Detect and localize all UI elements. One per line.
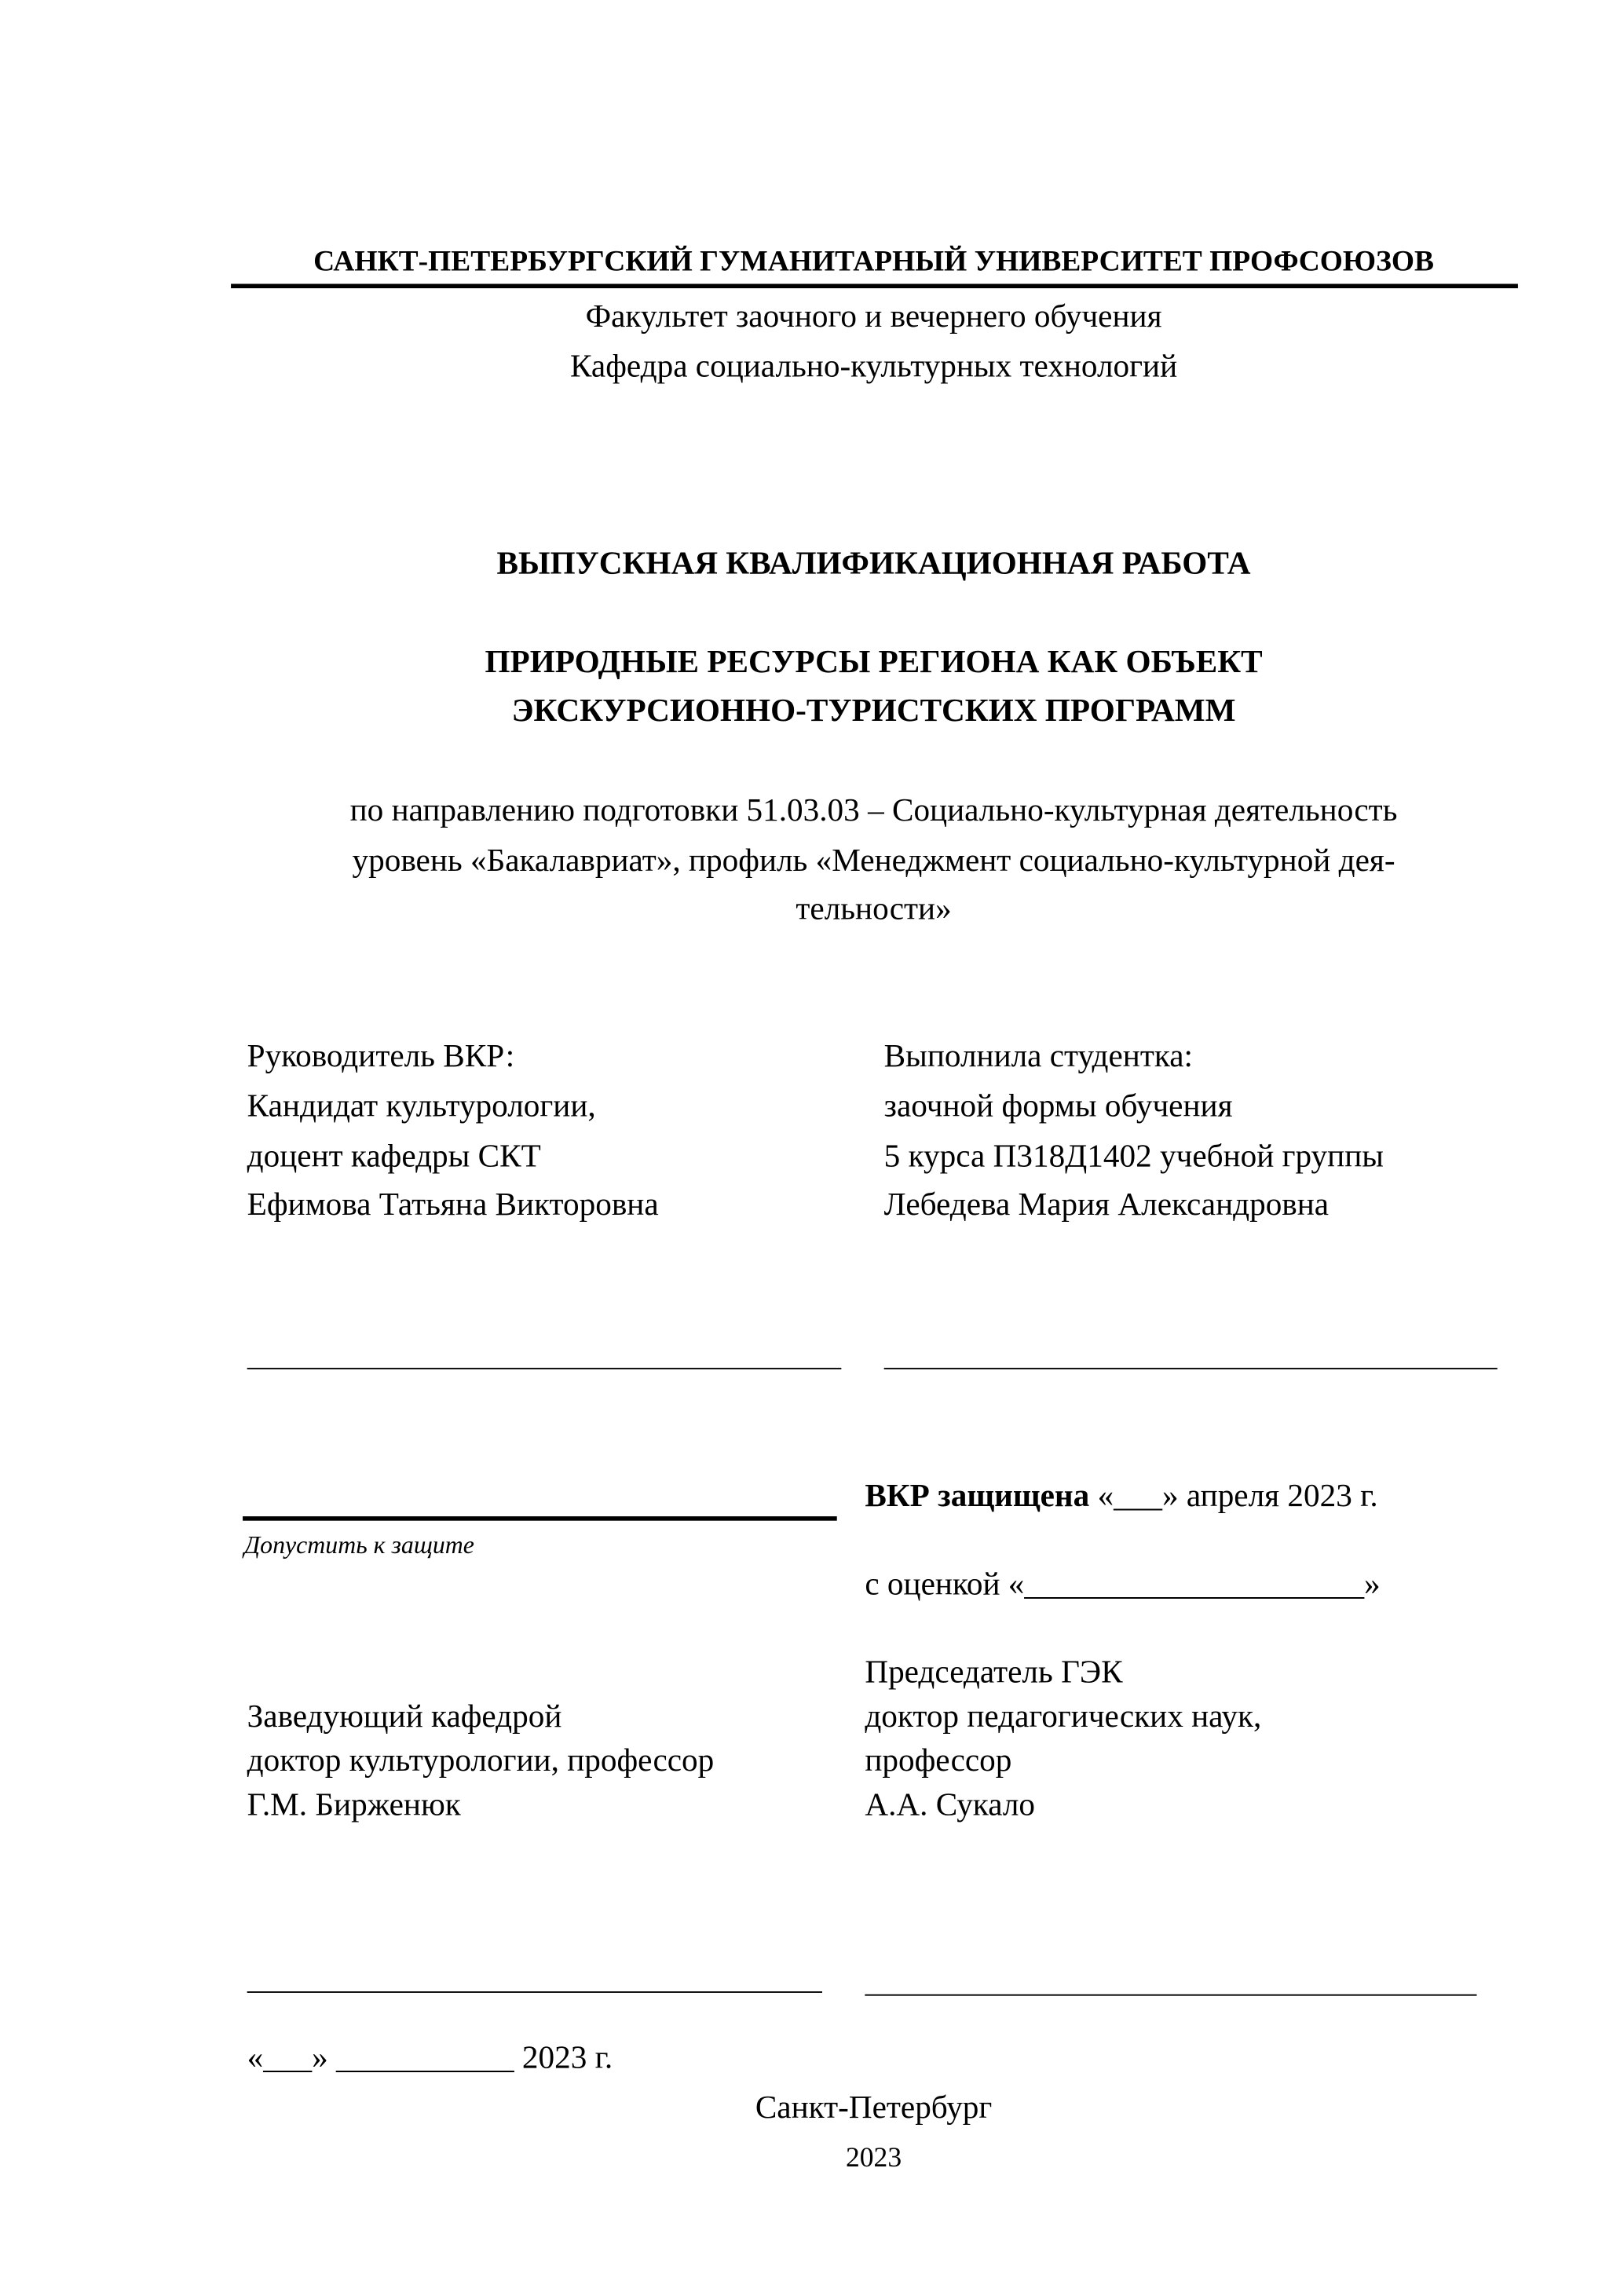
- student-name: Лебедева Мария Александровна: [883, 1185, 1330, 1223]
- defense-bold: ВКР защищена: [865, 1476, 1090, 1514]
- head-of-dept-name: Г.М. Бирженюк: [247, 1785, 461, 1823]
- header-divider: [231, 283, 1518, 288]
- direction-line-1: по направлению подготовки 51.03.03 – Социально-культурная деятельность: [349, 791, 1398, 828]
- supervisor-degree: Кандидат культурологии,: [247, 1087, 596, 1124]
- defense-grade: с оценкой «_____________________»: [865, 1564, 1381, 1602]
- defense-status: [865, 1476, 1377, 1515]
- faculty-name: Факультет заочного и вечернего обучения: [585, 297, 1162, 335]
- direction-line-3: тельности»: [796, 890, 952, 927]
- chairman-rank: профессор: [865, 1741, 1012, 1779]
- supervisor-label: Руководитель ВКР:: [247, 1036, 515, 1074]
- student-study-form: заочной формы обучения: [883, 1087, 1233, 1124]
- head-of-dept-degree: доктор культурологии, профессор: [247, 1741, 715, 1779]
- date-line: «___» ___________ 2023 г.: [247, 2038, 613, 2075]
- work-type: ВЫПУСКНАЯ КВАЛИФИКАЦИОННАЯ РАБОТА: [496, 544, 1251, 581]
- supervisor-position: доцент кафедры СКТ: [247, 1136, 541, 1174]
- university-name: САНКТ-ПЕТЕРБУРГСКИЙ ГУМАНИТАРНЫЙ УНИВЕРСИТЕТ ПРОФСОЮЗОВ: [313, 245, 1434, 278]
- year: 2023: [845, 2142, 902, 2174]
- direction-line-2: уровень «Бакалавриат», профиль «Менеджмент социально-культурной дея-: [352, 841, 1395, 879]
- defense-date: «___» апреля 2023 г.: [1089, 1476, 1378, 1514]
- supervisor-signature-line: [247, 1368, 842, 1369]
- chairman-signature-line: [865, 1994, 1476, 1996]
- department-name: Кафедра социально-культурных технологий: [569, 347, 1178, 384]
- chairman-name: А.А. Сукало: [865, 1785, 1036, 1823]
- student-label: Выполнила студентка:: [883, 1036, 1194, 1074]
- student-group: 5 курса П318Д1402 учебной группы: [883, 1136, 1384, 1174]
- student-signature-line: [884, 1368, 1498, 1369]
- work-title-line-1: ПРИРОДНЫЕ РЕСУРСЫ РЕГИОНА КАК ОБЪЕКТ: [485, 642, 1263, 680]
- chairman-title: Председатель ГЭК: [865, 1653, 1123, 1691]
- admit-signature-line: [243, 1516, 837, 1521]
- head-of-dept-signature-line: [247, 1991, 822, 1993]
- supervisor-name: Ефимова Татьяна Викторовна: [247, 1185, 659, 1223]
- city: Санкт-Петербург: [755, 2088, 993, 2126]
- chairman-degree: доктор педагогических наук,: [865, 1697, 1262, 1735]
- work-title-line-2: ЭКСКУРСИОННО-ТУРИСТСКИХ ПРОГРАММ: [511, 691, 1236, 729]
- head-of-dept-title: Заведующий кафедрой: [247, 1697, 562, 1735]
- admit-label: Допустить к защите: [243, 1530, 474, 1559]
